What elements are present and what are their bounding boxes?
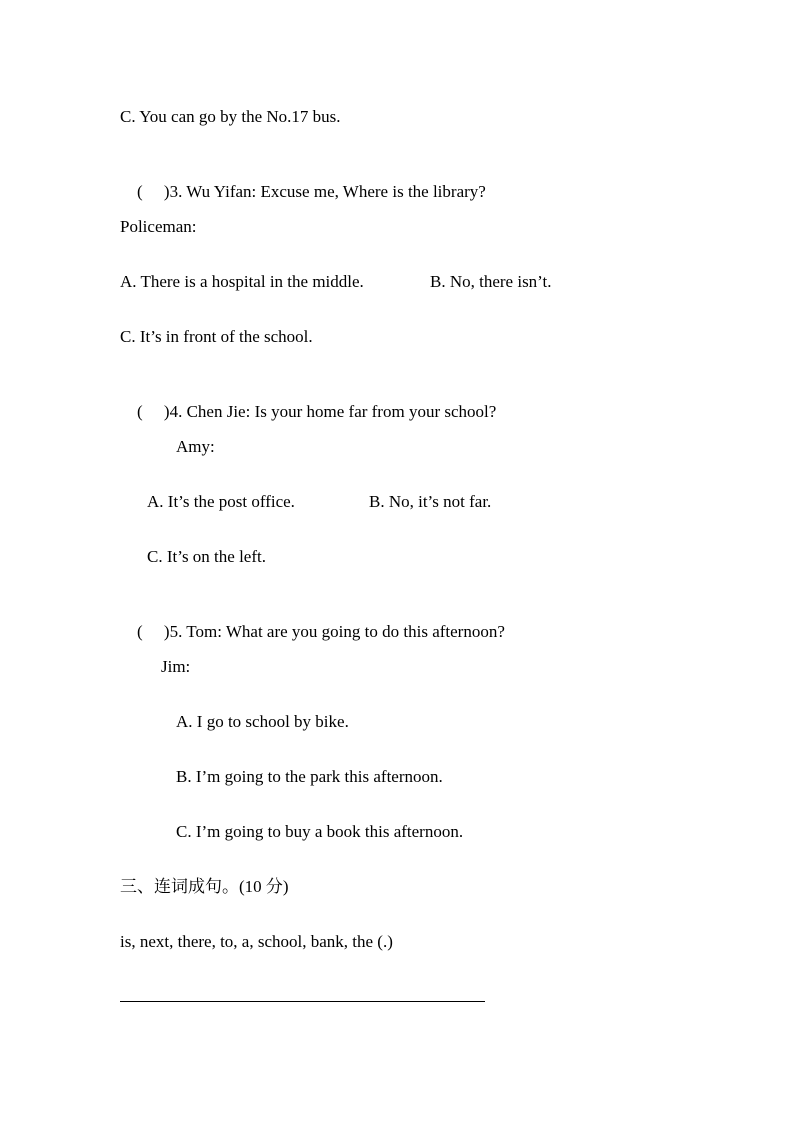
q4-row bbox=[120, 382, 496, 442]
q5-answer-blank[interactable]: ( ) bbox=[137, 622, 170, 641]
q3-row bbox=[120, 162, 486, 222]
q5-option-c: C. I’m going to buy a book this afternoon. bbox=[176, 822, 464, 841]
q3-number: 3. bbox=[169, 182, 183, 201]
q3-option-b: B. No, there isn’t. bbox=[430, 272, 552, 291]
q4-number: 4. bbox=[169, 402, 183, 421]
q3-answer-blank[interactable]: ( ) bbox=[137, 182, 170, 201]
q3-option-c: C. It’s in front of the school. bbox=[120, 327, 313, 346]
q5-option-b: B. I’m going to the park this afternoon. bbox=[176, 767, 443, 786]
q4-option-c: C. It’s on the left. bbox=[147, 547, 266, 566]
q4-answer-blank[interactable]: ( ) bbox=[137, 402, 170, 421]
q4-option-a: A. It’s the post office. bbox=[147, 492, 295, 511]
q3-responder: Policeman: bbox=[120, 217, 197, 236]
q3-option-a: A. There is a hospital in the middle. bbox=[120, 272, 364, 291]
answer-line[interactable] bbox=[120, 1001, 485, 1002]
q4-responder: Amy: bbox=[176, 437, 215, 456]
section3-heading: 三、连词成句。(10 分) bbox=[120, 877, 289, 896]
q2-option-c: C. You can go by the No.17 bus. bbox=[120, 107, 341, 126]
q3-question: Wu Yifan: Excuse me, Where is the library? bbox=[186, 182, 486, 201]
q5-row bbox=[120, 602, 505, 662]
q4-question: Chen Jie: Is your home far from your school? bbox=[186, 402, 497, 421]
q5-option-a: A. I go to school by bike. bbox=[176, 712, 349, 731]
q5-number: 5. bbox=[169, 622, 183, 641]
q4-option-b: B. No, it’s not far. bbox=[369, 492, 492, 511]
q5-question: Tom: What are you going to do this afternoon? bbox=[186, 622, 505, 641]
section3-words: is, next, there, to, a, school, bank, the (.) bbox=[120, 932, 393, 951]
q5-responder: Jim: bbox=[161, 657, 191, 676]
